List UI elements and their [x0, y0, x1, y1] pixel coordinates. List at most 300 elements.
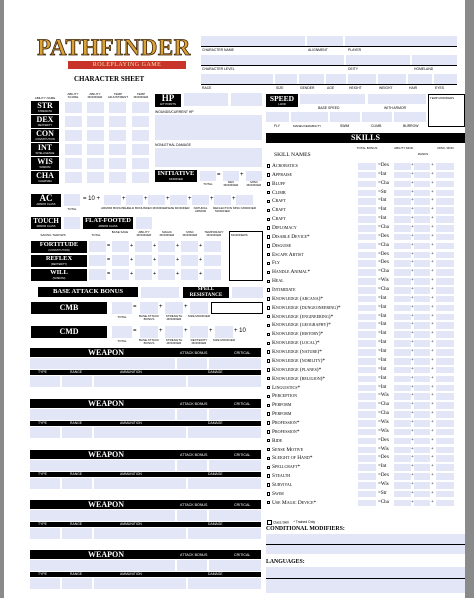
class-skill-checkbox[interactable]: [267, 342, 270, 345]
hp-total-field[interactable]: [184, 93, 228, 106]
class-skill-checkbox[interactable]: [267, 288, 270, 291]
height-field[interactable]: [348, 74, 376, 84]
skill-total-field[interactable]: [358, 296, 376, 303]
ac-col-field-1[interactable]: [126, 195, 143, 205]
skill-total-field[interactable]: [358, 305, 376, 312]
str-temp-adjustment-field[interactable]: [109, 102, 126, 113]
skill-misc-field[interactable]: [436, 393, 454, 400]
dex-score-field[interactable]: [65, 116, 82, 127]
save-field-1[interactable]: [112, 255, 129, 266]
skill-ranks-field[interactable]: [414, 420, 430, 427]
burrow-field[interactable]: [394, 112, 426, 122]
ac-col-field-3[interactable]: [170, 195, 187, 205]
weapon-name-field[interactable]: [30, 560, 175, 571]
skill-ranks-field[interactable]: [414, 402, 430, 409]
save-field-5[interactable]: [204, 269, 221, 280]
skill-ranks-field[interactable]: [414, 287, 430, 294]
ac-col-field-4[interactable]: [192, 195, 209, 205]
skill-ability-mod-field[interactable]: [394, 393, 411, 400]
cmd-dex-field[interactable]: [190, 326, 208, 338]
weight-field[interactable]: [378, 74, 406, 84]
skill-misc-field[interactable]: [436, 163, 454, 170]
skill-ranks-field[interactable]: [414, 429, 430, 436]
cmd-bab-field[interactable]: [140, 326, 158, 338]
skill-ability-mod-field[interactable]: [394, 287, 411, 294]
weapon-type-field[interactable]: [30, 376, 60, 387]
skill-ability-mod-field[interactable]: [394, 367, 411, 374]
deity-field[interactable]: [346, 55, 410, 65]
skill-total-field[interactable]: [358, 482, 376, 489]
skill-ranks-field[interactable]: [414, 269, 430, 276]
skill-ranks-field[interactable]: [414, 385, 430, 392]
skill-misc-field[interactable]: [436, 190, 454, 197]
weapon-critical-field[interactable]: [209, 358, 261, 369]
skill-ranks-field[interactable]: [414, 296, 430, 303]
skill-ability-mod-field[interactable]: [394, 181, 411, 188]
size-field[interactable]: [275, 74, 297, 84]
skill-ability-mod-field[interactable]: [394, 252, 411, 259]
weapon-attack-field[interactable]: [177, 460, 207, 471]
class-skill-checkbox[interactable]: [267, 271, 270, 274]
weapon-damage-field[interactable]: [188, 478, 261, 489]
nonlethal-field[interactable]: [155, 148, 262, 167]
dr-field[interactable]: [231, 93, 262, 106]
skill-total-field[interactable]: [358, 358, 376, 365]
weapon-damage-field[interactable]: [188, 376, 261, 387]
con-temp-adjustment-field[interactable]: [109, 130, 126, 141]
cmb-size-field[interactable]: [190, 302, 208, 314]
class-skill-checkbox[interactable]: [267, 280, 270, 283]
skill-misc-field[interactable]: [436, 181, 454, 188]
skill-ranks-field[interactable]: [414, 455, 430, 462]
weapon-type-field[interactable]: [30, 578, 60, 589]
skill-misc-field[interactable]: [436, 234, 454, 241]
skill-misc-field[interactable]: [436, 331, 454, 338]
int-temp-adjustment-field[interactable]: [109, 144, 126, 155]
skill-total-field[interactable]: [358, 322, 376, 329]
skill-ability-mod-field[interactable]: [394, 500, 411, 507]
skill-ability-mod-field[interactable]: [394, 172, 411, 179]
alignment-field[interactable]: [307, 36, 343, 46]
skill-ability-mod-field[interactable]: [394, 314, 411, 321]
skill-total-field[interactable]: [358, 491, 376, 498]
int-modifier-field[interactable]: [87, 144, 104, 155]
weapon-ammo-field[interactable]: [94, 528, 186, 539]
player-field[interactable]: [345, 36, 457, 46]
class-skill-checkbox[interactable]: [267, 306, 270, 309]
skill-total-field[interactable]: [358, 420, 376, 427]
skill-ranks-field[interactable]: [414, 190, 430, 197]
skill-ability-mod-field[interactable]: [394, 455, 411, 462]
skill-ability-mod-field[interactable]: [394, 278, 411, 285]
int-score-field[interactable]: [65, 144, 82, 155]
skill-ranks-field[interactable]: [414, 411, 430, 418]
weapon-critical-field[interactable]: [209, 560, 261, 571]
skill-misc-field[interactable]: [436, 420, 454, 427]
skill-misc-field[interactable]: [436, 287, 454, 294]
class-skill-checkbox[interactable]: [267, 164, 270, 167]
weapon-critical-field[interactable]: [209, 510, 261, 521]
eyes-field[interactable]: [434, 74, 457, 84]
cmd-size-field[interactable]: [215, 326, 233, 338]
skill-total-field[interactable]: [358, 234, 376, 241]
skill-misc-field[interactable]: [436, 260, 454, 267]
ac-total-field[interactable]: [64, 194, 80, 206]
ac-col-field-2[interactable]: [148, 195, 165, 205]
skill-ability-mod-field[interactable]: [394, 216, 411, 223]
skill-ability-mod-field[interactable]: [394, 376, 411, 383]
cmb-str-field[interactable]: [165, 302, 183, 314]
wounds-field[interactable]: [155, 115, 262, 140]
int-temp-modifier-field[interactable]: [132, 144, 149, 155]
dex-modifier-field[interactable]: [87, 116, 104, 127]
skill-total-field[interactable]: [358, 393, 376, 400]
skill-ranks-field[interactable]: [414, 491, 430, 498]
skill-misc-field[interactable]: [436, 447, 454, 454]
save-field-4[interactable]: [181, 255, 198, 266]
class-skill-checkbox[interactable]: [267, 395, 270, 398]
skill-ranks-field[interactable]: [414, 464, 430, 471]
class-skill-checkbox[interactable]: [267, 235, 270, 238]
fly-field[interactable]: [266, 112, 289, 122]
climb-field[interactable]: [362, 112, 392, 122]
save-field-3[interactable]: [158, 241, 175, 252]
skill-total-field[interactable]: [358, 367, 376, 374]
weapon-range-field[interactable]: [62, 427, 92, 438]
skill-ranks-field[interactable]: [414, 278, 430, 285]
skill-misc-field[interactable]: [436, 500, 454, 507]
skill-misc-field[interactable]: [436, 349, 454, 356]
class-skill-checkbox[interactable]: [267, 200, 270, 203]
skill-ranks-field[interactable]: [414, 393, 430, 400]
ac-col-field-6[interactable]: [236, 195, 253, 205]
class-skill-checkbox[interactable]: [267, 448, 270, 451]
skill-total-field[interactable]: [358, 447, 376, 454]
weapon-range-field[interactable]: [62, 578, 92, 589]
skill-ability-mod-field[interactable]: [394, 190, 411, 197]
skill-ability-mod-field[interactable]: [394, 340, 411, 347]
skill-ranks-field[interactable]: [414, 181, 430, 188]
skill-misc-field[interactable]: [436, 402, 454, 409]
base-speed-field[interactable]: [300, 94, 365, 104]
con-temp-modifier-field[interactable]: [132, 130, 149, 141]
skill-misc-field[interactable]: [436, 198, 454, 205]
class-skill-checkbox[interactable]: [267, 262, 270, 265]
skill-ability-mod-field[interactable]: [394, 225, 411, 232]
class-skill-checkbox[interactable]: [267, 483, 270, 486]
class-skill-checkbox[interactable]: [267, 333, 270, 336]
skill-ability-mod-field[interactable]: [394, 420, 411, 427]
skill-total-field[interactable]: [358, 198, 376, 205]
weapon-name-field[interactable]: [30, 358, 175, 369]
weapon-range-field[interactable]: [62, 528, 92, 539]
skill-misc-field[interactable]: [436, 491, 454, 498]
weapon-ammo-field[interactable]: [94, 376, 186, 387]
save-field-2[interactable]: [135, 241, 152, 252]
class-skill-checkbox[interactable]: [267, 368, 270, 371]
skill-total-field[interactable]: [358, 269, 376, 276]
con-modifier-field[interactable]: [87, 130, 104, 141]
skill-ability-mod-field[interactable]: [394, 411, 411, 418]
skill-misc-field[interactable]: [436, 207, 454, 214]
cmd-str-field[interactable]: [165, 326, 183, 338]
skill-misc-field[interactable]: [436, 340, 454, 347]
skill-ranks-field[interactable]: [414, 331, 430, 338]
skill-total-field[interactable]: [358, 455, 376, 462]
skill-ability-mod-field[interactable]: [394, 234, 411, 241]
skill-ability-mod-field[interactable]: [394, 269, 411, 276]
cmb-notes-box[interactable]: [211, 302, 263, 314]
class-skill-checkbox[interactable]: [267, 191, 270, 194]
weapon-type-field[interactable]: [30, 427, 60, 438]
skill-ranks-field[interactable]: [414, 216, 430, 223]
class-skill-checkbox[interactable]: [267, 421, 270, 424]
skill-misc-field[interactable]: [436, 473, 454, 480]
skill-ability-mod-field[interactable]: [394, 331, 411, 338]
save-field-0[interactable]: [89, 255, 106, 266]
class-skill-checkbox[interactable]: [267, 297, 270, 300]
skill-total-field[interactable]: [358, 190, 376, 197]
class-skill-checkbox[interactable]: [267, 315, 270, 318]
weapon-critical-field[interactable]: [209, 409, 261, 420]
skill-total-field[interactable]: [358, 464, 376, 471]
skill-ability-mod-field[interactable]: [394, 358, 411, 365]
skill-ability-mod-field[interactable]: [394, 349, 411, 356]
skill-ranks-field[interactable]: [414, 252, 430, 259]
str-score-field[interactable]: [65, 102, 82, 113]
skill-ranks-field[interactable]: [414, 500, 430, 507]
skill-total-field[interactable]: [358, 216, 376, 223]
skill-ability-mod-field[interactable]: [394, 385, 411, 392]
class-skill-checkbox[interactable]: [267, 377, 270, 380]
skill-ranks-field[interactable]: [414, 473, 430, 480]
cha-modifier-field[interactable]: [87, 172, 104, 183]
skill-total-field[interactable]: [358, 349, 376, 356]
skill-ability-mod-field[interactable]: [394, 491, 411, 498]
gender-field[interactable]: [299, 74, 324, 84]
skill-total-field[interactable]: [358, 500, 376, 507]
skill-total-field[interactable]: [358, 376, 376, 383]
skill-ranks-field[interactable]: [414, 198, 430, 205]
skill-ability-mod-field[interactable]: [394, 243, 411, 250]
class-skill-checkbox[interactable]: [267, 386, 270, 389]
skill-ranks-field[interactable]: [414, 172, 430, 179]
skill-total-field[interactable]: [358, 260, 376, 267]
skill-total-field[interactable]: [358, 225, 376, 232]
save-modifiers-box[interactable]: [229, 231, 263, 281]
skill-total-field[interactable]: [358, 340, 376, 347]
skill-misc-field[interactable]: [436, 358, 454, 365]
skill-total-field[interactable]: [358, 385, 376, 392]
skill-ranks-field[interactable]: [414, 207, 430, 214]
class-skill-checkbox[interactable]: [267, 466, 270, 469]
class-skill-checkbox[interactable]: [267, 412, 270, 415]
weapon-critical-field[interactable]: [209, 460, 261, 471]
swim-field[interactable]: [330, 112, 360, 122]
save-field-1[interactable]: [112, 241, 129, 252]
save-field-0[interactable]: [89, 269, 106, 280]
skill-ranks-field[interactable]: [414, 243, 430, 250]
skill-ability-mod-field[interactable]: [394, 296, 411, 303]
skill-misc-field[interactable]: [436, 278, 454, 285]
weapon-attack-field[interactable]: [177, 510, 207, 521]
skill-ranks-field[interactable]: [414, 367, 430, 374]
homeland-field[interactable]: [412, 55, 457, 65]
cha-temp-adjustment-field[interactable]: [109, 172, 126, 183]
skill-misc-field[interactable]: [436, 385, 454, 392]
skill-ability-mod-field[interactable]: [394, 198, 411, 205]
skill-misc-field[interactable]: [436, 438, 454, 445]
skill-ranks-field[interactable]: [414, 482, 430, 489]
class-skill-checkbox[interactable]: [267, 218, 270, 221]
class-skill-checkbox[interactable]: [267, 492, 270, 495]
hair-field[interactable]: [408, 74, 432, 84]
skill-ranks-field[interactable]: [414, 305, 430, 312]
skill-ability-mod-field[interactable]: [394, 482, 411, 489]
skill-misc-field[interactable]: [436, 252, 454, 259]
maneuverability-field[interactable]: [291, 112, 328, 122]
weapon-damage-field[interactable]: [188, 528, 261, 539]
skill-misc-field[interactable]: [436, 367, 454, 374]
class-skill-checkbox[interactable]: [267, 244, 270, 247]
save-field-0[interactable]: [89, 241, 106, 252]
weapon-range-field[interactable]: [62, 478, 92, 489]
class-skill-checkbox[interactable]: [267, 457, 270, 460]
class-skill-checkbox[interactable]: [267, 350, 270, 353]
class-skill-checkbox[interactable]: [267, 359, 270, 362]
class-skill-checkbox[interactable]: [267, 182, 270, 185]
spell-resistance-field[interactable]: [232, 287, 263, 298]
class-skill-checkbox[interactable]: [267, 430, 270, 433]
weapon-name-field[interactable]: [30, 460, 175, 471]
skill-misc-field[interactable]: [436, 243, 454, 250]
skill-ability-mod-field[interactable]: [394, 402, 411, 409]
ac-col-field-0[interactable]: [104, 195, 121, 205]
skill-ability-mod-field[interactable]: [394, 429, 411, 436]
skill-misc-field[interactable]: [436, 455, 454, 462]
str-modifier-field[interactable]: [87, 102, 104, 113]
str-temp-modifier-field[interactable]: [132, 102, 149, 113]
weapon-damage-field[interactable]: [188, 427, 261, 438]
skill-total-field[interactable]: [358, 402, 376, 409]
skill-ranks-field[interactable]: [414, 340, 430, 347]
armor-speed-field[interactable]: [368, 94, 426, 104]
weapon-attack-field[interactable]: [177, 409, 207, 420]
wis-modifier-field[interactable]: [87, 158, 104, 169]
skill-total-field[interactable]: [358, 243, 376, 250]
skill-ranks-field[interactable]: [414, 438, 430, 445]
skill-misc-field[interactable]: [436, 376, 454, 383]
skill-total-field[interactable]: [358, 172, 376, 179]
weapon-name-field[interactable]: [30, 510, 175, 521]
skill-misc-field[interactable]: [436, 305, 454, 312]
weapon-ammo-field[interactable]: [94, 578, 186, 589]
weapon-type-field[interactable]: [30, 528, 60, 539]
skill-ranks-field[interactable]: [414, 234, 430, 241]
class-skill-checkbox[interactable]: [267, 501, 270, 504]
class-skill-checkbox[interactable]: [267, 226, 270, 229]
class-skill-checkbox[interactable]: [267, 474, 270, 477]
skill-misc-field[interactable]: [436, 216, 454, 223]
class-skill-checkbox[interactable]: [267, 324, 270, 327]
skill-misc-field[interactable]: [436, 296, 454, 303]
save-field-3[interactable]: [158, 255, 175, 266]
ac-col-field-5[interactable]: [214, 195, 231, 205]
dex-temp-modifier-field[interactable]: [132, 116, 149, 127]
skill-ranks-field[interactable]: [414, 225, 430, 232]
character-name-field[interactable]: [201, 36, 305, 46]
skill-total-field[interactable]: [358, 163, 376, 170]
skill-total-field[interactable]: [358, 278, 376, 285]
race-field[interactable]: [201, 74, 273, 84]
skill-misc-field[interactable]: [436, 464, 454, 471]
flat-footed-field[interactable]: [136, 217, 152, 229]
wis-temp-adjustment-field[interactable]: [109, 158, 126, 169]
languages-field[interactable]: [266, 567, 465, 593]
skill-total-field[interactable]: [358, 252, 376, 259]
save-field-2[interactable]: [135, 255, 152, 266]
skill-ranks-field[interactable]: [414, 358, 430, 365]
skill-ranks-field[interactable]: [414, 314, 430, 321]
weapon-type-field[interactable]: [30, 478, 60, 489]
con-score-field[interactable]: [65, 130, 82, 141]
skill-total-field[interactable]: [358, 331, 376, 338]
class-skill-checkbox[interactable]: [267, 253, 270, 256]
weapon-name-field[interactable]: [30, 409, 175, 420]
cmb-bab-field[interactable]: [140, 302, 158, 314]
skill-misc-field[interactable]: [436, 172, 454, 179]
skill-ranks-field[interactable]: [414, 260, 430, 267]
skill-total-field[interactable]: [358, 207, 376, 214]
skill-ability-mod-field[interactable]: [394, 473, 411, 480]
weapon-attack-field[interactable]: [177, 358, 207, 369]
class-skill-checkbox[interactable]: [267, 439, 270, 442]
skill-ability-mod-field[interactable]: [394, 438, 411, 445]
wis-temp-modifier-field[interactable]: [132, 158, 149, 169]
class-skill-checkbox[interactable]: [267, 209, 270, 212]
weapon-attack-field[interactable]: [177, 560, 207, 571]
cmb-total-field[interactable]: [112, 302, 132, 314]
skill-misc-field[interactable]: [436, 482, 454, 489]
save-field-3[interactable]: [158, 269, 175, 280]
save-field-4[interactable]: [181, 269, 198, 280]
skill-ranks-field[interactable]: [414, 163, 430, 170]
skill-misc-field[interactable]: [436, 322, 454, 329]
cha-temp-modifier-field[interactable]: [132, 172, 149, 183]
skill-total-field[interactable]: [358, 314, 376, 321]
skill-misc-field[interactable]: [436, 225, 454, 232]
initiative-total-field[interactable]: [200, 171, 216, 181]
weapon-ammo-field[interactable]: [94, 427, 186, 438]
skill-ability-mod-field[interactable]: [394, 260, 411, 267]
skill-total-field[interactable]: [358, 473, 376, 480]
skill-ranks-field[interactable]: [414, 322, 430, 329]
cmd-total-field[interactable]: [112, 326, 132, 338]
skill-total-field[interactable]: [358, 287, 376, 294]
skill-ability-mod-field[interactable]: [394, 464, 411, 471]
skill-ability-mod-field[interactable]: [394, 447, 411, 454]
save-field-2[interactable]: [135, 269, 152, 280]
weapon-range-field[interactable]: [62, 376, 92, 387]
skill-misc-field[interactable]: [436, 411, 454, 418]
skill-ability-mod-field[interactable]: [394, 305, 411, 312]
dex-temp-adjustment-field[interactable]: [109, 116, 126, 127]
skill-ability-mod-field[interactable]: [394, 207, 411, 214]
wis-score-field[interactable]: [65, 158, 82, 169]
touch-field[interactable]: [64, 217, 80, 229]
skill-ranks-field[interactable]: [414, 447, 430, 454]
cha-score-field[interactable]: [65, 172, 82, 183]
